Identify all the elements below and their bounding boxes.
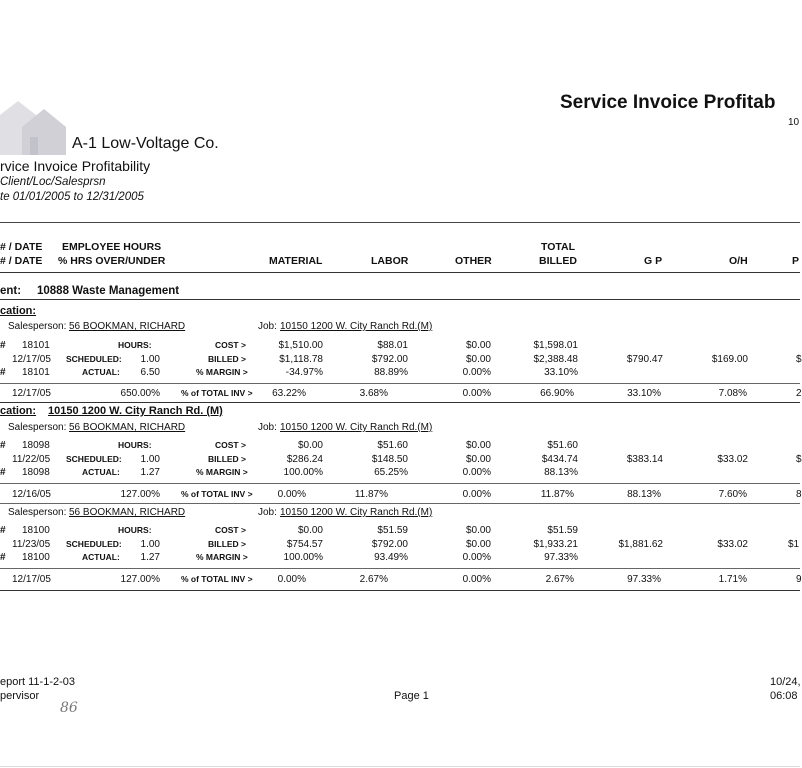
margin-labor: 65.25% [374, 467, 408, 478]
scheduled-hours: 1.00 [140, 454, 160, 465]
column-header-divider [0, 272, 800, 273]
page-bottom-edge [0, 766, 800, 767]
inv-hash: # [0, 525, 6, 536]
actual-label: ACTUAL: [82, 467, 120, 477]
pct-oh: 7.60% [718, 489, 747, 500]
job-label: Job: [258, 507, 277, 518]
gross-profit: $1,881.62 [618, 539, 663, 550]
pct-other: 0.00% [462, 388, 491, 399]
salesperson-value: 56 BOOKMAN, RICHARD [69, 321, 186, 332]
pct-gp: 97.33% [627, 574, 661, 585]
margin-other: 0.00% [462, 367, 491, 378]
actual-label: ACTUAL: [82, 552, 120, 562]
invoice-date: 12/17/05 [12, 354, 51, 365]
billed-other: $0.00 [465, 454, 491, 465]
block-divider [0, 503, 800, 504]
pct-oh: 7.08% [718, 388, 747, 399]
hours-label: HOURS: [118, 340, 152, 350]
inv-hash: # [0, 340, 6, 351]
client-label: ent: [0, 285, 22, 297]
col-header-gp: G P [644, 255, 663, 267]
cost-material: $0.00 [297, 525, 323, 536]
profit-cut: $1 [788, 539, 800, 550]
overhead: $33.02 [717, 454, 748, 465]
total-date: 12/17/05 [12, 388, 51, 399]
billed-other: $0.00 [465, 354, 491, 365]
pct-total: 2.67% [545, 574, 574, 585]
billed-total: $2,388.48 [533, 354, 578, 365]
report-date-range: te 01/01/2005 to 12/31/2005 [0, 191, 144, 203]
footer-report-id: eport 11-1-2-03 [0, 676, 76, 688]
cost-total: $51.60 [547, 440, 578, 451]
cost-labor: $88.01 [377, 340, 408, 351]
billed-labor: $148.50 [371, 454, 408, 465]
col-header-billed: BILLED [539, 255, 577, 267]
scheduled-hours: 1.00 [140, 354, 160, 365]
hours-label: HOURS: [118, 525, 152, 535]
billed-labor: $792.00 [371, 354, 408, 365]
location-label: cation: [0, 405, 37, 417]
col-header-total: TOTAL [541, 241, 576, 253]
scheduled-hours: 1.00 [140, 539, 160, 550]
pct-p-cut: 2 [796, 388, 802, 399]
margin-other: 0.00% [462, 552, 491, 563]
total-date: 12/17/05 [12, 574, 51, 585]
billed-material: $286.24 [286, 454, 323, 465]
row-divider [0, 483, 800, 484]
scheduled-label: SCHEDULED: [66, 354, 122, 364]
client-divider [0, 299, 800, 300]
col-header-other: OTHER [455, 255, 492, 267]
actual-hours: 1.27 [140, 467, 160, 478]
cost-label: COST > [215, 525, 246, 535]
col-header-p: P [792, 255, 800, 267]
invoice-date: 11/23/05 [12, 539, 51, 550]
billed-total: $434.74 [541, 454, 578, 465]
billed-material: $754.57 [286, 539, 323, 550]
pct-total-label: % of TOTAL INV > [181, 388, 253, 398]
invoice-number: 18101 [22, 367, 50, 378]
inv-hash: # [0, 440, 6, 451]
col-header-material: MATERIAL [269, 255, 323, 267]
actual-hours: 1.27 [140, 552, 160, 563]
cost-label: COST > [215, 440, 246, 450]
row-divider [0, 383, 800, 384]
company-name: A-1 Low-Voltage Co. [72, 135, 219, 152]
handwritten-note: 86 [60, 700, 78, 716]
pct-total: 66.90% [540, 388, 574, 399]
pct-labor: 11.87% [354, 489, 388, 500]
salesperson-value: 56 BOOKMAN, RICHARD [69, 422, 186, 433]
report-title: Service Invoice Profitab [560, 92, 776, 113]
company-logo-icon [0, 95, 70, 155]
col-header-employee-hours: EMPLOYEE HOURS [62, 241, 162, 253]
margin-other: 0.00% [462, 467, 491, 478]
total-hrs-pct: 127.00% [120, 489, 160, 500]
gross-profit: $790.47 [626, 354, 663, 365]
gross-profit: $383.14 [626, 454, 663, 465]
cost-labor: $51.59 [377, 525, 408, 536]
overhead: $169.00 [711, 354, 748, 365]
invoice-number: 18101 [22, 340, 50, 351]
pct-labor: 2.67% [359, 574, 388, 585]
pct-gp: 33.10% [627, 388, 661, 399]
pct-total: 11.87% [540, 489, 574, 500]
footer-date: 10/24, [770, 676, 801, 688]
total-date: 12/16/05 [12, 489, 51, 500]
col-header-labor: LABOR [371, 255, 409, 267]
inv-hash: # [0, 552, 6, 563]
scheduled-label: SCHEDULED: [66, 454, 122, 464]
report-top-right-value: 10 [788, 117, 800, 128]
cost-label: COST > [215, 340, 246, 350]
client-value: 10888 Waste Management [37, 285, 180, 297]
invoice-number: 18098 [22, 467, 50, 478]
billed-labor: $792.00 [371, 539, 408, 550]
pct-gp: 88.13% [627, 489, 661, 500]
location-label: cation: [0, 305, 37, 317]
billed-other: $0.00 [465, 539, 491, 550]
margin-material: 100.00% [283, 552, 323, 563]
margin-material: -34.97% [285, 367, 323, 378]
table-end-divider [0, 590, 800, 591]
scheduled-label: SCHEDULED: [66, 539, 122, 549]
inv-hash: # [0, 367, 6, 378]
cost-other: $0.00 [465, 340, 491, 351]
report-sort-line: Client/Loc/Salesprsn [0, 176, 106, 188]
margin-label: % MARGIN > [196, 552, 248, 562]
job-label: Job: [258, 422, 277, 433]
billed-label: BILLED > [208, 354, 247, 364]
margin-total: 88.13% [544, 467, 578, 478]
pct-other: 0.00% [462, 489, 491, 500]
job-label: Job: [258, 321, 277, 332]
pct-material: 63.22% [272, 388, 306, 399]
profit-cut: $ [796, 354, 802, 365]
footer-role: pervisor [0, 690, 40, 702]
cost-other: $0.00 [465, 440, 491, 451]
total-hrs-pct: 650.00% [120, 388, 160, 399]
billed-material: $1,118.78 [279, 354, 323, 365]
total-hrs-pct: 127.00% [120, 574, 160, 585]
col-header-oh: O/H [729, 255, 748, 267]
salesperson-label: Salesperson: [8, 422, 67, 433]
invoice-number: 18098 [22, 440, 50, 451]
col-header-num-date-2: # / DATE [0, 255, 43, 267]
pct-material: 0.00% [277, 574, 306, 585]
margin-labor: 88.89% [374, 367, 408, 378]
footer-time: 06:08 [770, 690, 798, 702]
invoice-number: 18100 [22, 525, 50, 536]
invoice-number: 18100 [22, 552, 50, 563]
block-divider [0, 402, 800, 403]
pct-material: 0.00% [277, 489, 306, 500]
invoice-date: 11/22/05 [12, 454, 51, 465]
col-header-num-date-1: # / DATE [0, 241, 43, 253]
margin-labor: 93.49% [374, 552, 408, 563]
header-divider [0, 222, 800, 223]
cost-other: $0.00 [465, 525, 491, 536]
salesperson-label: Salesperson: [8, 321, 67, 332]
pct-oh: 1.71% [718, 574, 747, 585]
pct-total-label: % of TOTAL INV > [181, 574, 253, 584]
report-subtitle: rvice Invoice Profitability [0, 158, 151, 174]
cost-material: $0.00 [297, 440, 323, 451]
billed-total: $1,933.21 [533, 539, 578, 550]
pct-other: 0.00% [462, 574, 491, 585]
row-divider [0, 568, 800, 569]
cost-total: $51.59 [547, 525, 578, 536]
pct-total-label: % of TOTAL INV > [181, 489, 253, 499]
margin-label: % MARGIN > [196, 367, 248, 377]
footer-page: Page 1 [394, 690, 429, 702]
cost-total: $1,598.01 [533, 340, 578, 351]
overhead: $33.02 [717, 539, 748, 550]
col-header-hrs-over-under: % HRS OVER/UNDER [58, 255, 166, 267]
margin-total: 97.33% [544, 552, 578, 563]
profit-cut: $ [796, 454, 802, 465]
pct-p-cut: 9 [796, 574, 802, 585]
salesperson-label: Salesperson: [8, 507, 67, 518]
actual-label: ACTUAL: [82, 367, 120, 377]
pct-p-cut: 8 [796, 489, 802, 500]
job-value: 10150 1200 W. City Ranch Rd.(M) [280, 422, 433, 433]
billed-label: BILLED > [208, 454, 247, 464]
job-value: 10150 1200 W. City Ranch Rd.(M) [280, 321, 433, 332]
job-value: 10150 1200 W. City Ranch Rd.(M) [280, 507, 433, 518]
salesperson-value: 56 BOOKMAN, RICHARD [69, 507, 186, 518]
actual-hours: 6.50 [140, 367, 160, 378]
billed-label: BILLED > [208, 539, 247, 549]
location-value: 10150 1200 W. City Ranch Rd. (M) [48, 405, 223, 417]
margin-total: 33.10% [544, 367, 578, 378]
inv-hash: # [0, 467, 6, 478]
hours-label: HOURS: [118, 440, 152, 450]
pct-labor: 3.68% [359, 388, 388, 399]
margin-label: % MARGIN > [196, 467, 248, 477]
cost-labor: $51.60 [377, 440, 408, 451]
margin-material: 100.00% [283, 467, 323, 478]
cost-material: $1,510.00 [278, 340, 323, 351]
